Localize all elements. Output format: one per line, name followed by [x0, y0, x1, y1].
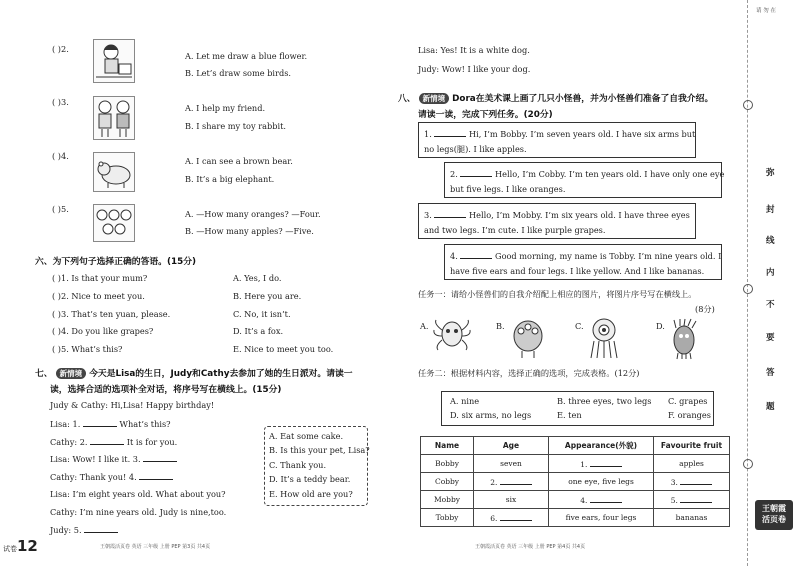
answer-blank[interactable]: [500, 512, 532, 521]
monster-label: D.: [656, 321, 665, 331]
answer-blank[interactable]: [590, 458, 622, 467]
badge-label: 试卷: [3, 545, 17, 553]
table-cell: Cobby: [421, 473, 474, 491]
option: B. Is this your pet, Lisa?: [269, 445, 370, 455]
apples-picture: [93, 204, 135, 242]
margin-char: 线: [766, 236, 775, 246]
intro-line: but five legs. I like oranges.: [450, 184, 566, 194]
monster-label: B.: [496, 321, 505, 331]
options-box: [264, 426, 368, 506]
table-cell: seven: [474, 455, 549, 473]
table-cell: Mobby: [421, 491, 474, 509]
task2-instruction: 任务二：根据材料内容，选择正确的选项，完成表格。(12分): [418, 368, 640, 378]
option-a: A. Let me draw a blue flower.: [185, 51, 308, 61]
margin-char: 题: [766, 402, 775, 412]
intro-line: 3. Hello, I’m Mobby. I’m six years old. I have three eyes: [424, 210, 690, 220]
cut-line: [747, 0, 748, 566]
table-cell[interactable]: 2.: [474, 473, 549, 491]
intro-line: 1. Hi, I’m Bobby. I’m seven years old. I have six arms but: [424, 129, 696, 139]
answer-blank[interactable]: [90, 436, 124, 445]
answer-blank[interactable]: [590, 494, 622, 503]
intro-line: have five ears and four legs. I like yellow. And I like bananas.: [450, 266, 705, 276]
task2-options-box: [441, 391, 714, 426]
item-number: ( )5.: [52, 204, 69, 214]
badge-number: 12: [17, 537, 38, 555]
answer-blank[interactable]: [84, 524, 118, 533]
option: C. grapes: [668, 396, 708, 406]
margin-char: 要: [766, 333, 775, 343]
intro-line: and two legs. I’m cute. I like purple grapes.: [424, 225, 606, 235]
answer-blank[interactable]: [500, 476, 532, 485]
option: E. ten: [557, 410, 582, 420]
section-number: 八、: [398, 94, 416, 104]
option: E. How old are you?: [269, 489, 353, 499]
table-cell[interactable]: 6.: [474, 509, 549, 527]
option: A. nine: [450, 396, 480, 406]
option: D. six arms, no legs: [450, 410, 532, 420]
binding-hole: [743, 284, 753, 294]
boy-drawing-picture: [93, 39, 135, 83]
table-cell: Bobby: [421, 455, 474, 473]
intro-box-1: [418, 122, 696, 158]
intro-line: 2. Hello, I’m Cobby. I’m ten years old. I have only one eye: [450, 169, 725, 179]
table-cell[interactable]: 5.: [654, 491, 730, 509]
answer-blank[interactable]: [434, 128, 466, 137]
option-b: B. I share my toy rabbit.: [185, 121, 287, 131]
option-a: A. —How many oranges? —Four.: [185, 209, 321, 219]
page-badge: [3, 537, 38, 555]
option-b: B. It’s a big elephant.: [185, 174, 275, 184]
monster-d-icon: [668, 318, 700, 360]
table-cell: five ears, four legs: [549, 509, 654, 527]
question: ( )1. Is that your mum?: [52, 273, 148, 283]
dialogue-line: Judy: Wow! I like your dog.: [418, 64, 531, 74]
intro-line: 4. Good morning, my name is Tobby. I’m nine years old. I: [450, 251, 722, 261]
table-cell: bananas: [654, 509, 730, 527]
dialogue-line: Judy: 5.: [50, 524, 118, 535]
option: B. three eyes, two legs: [557, 396, 652, 406]
dialogue-line: Lisa: Yes! It is a white dog.: [418, 45, 530, 55]
table-header: Name: [421, 437, 474, 455]
table-cell[interactable]: 1.: [549, 455, 654, 473]
item-number: ( )2.: [52, 44, 69, 54]
margin-char: 答: [766, 368, 775, 378]
section6-title: 六、为下列句子选择正确的答语。(15分): [35, 257, 197, 267]
option-a: A. I help my friend.: [185, 103, 266, 113]
question: ( )5. What’s this?: [52, 344, 123, 354]
answer-blank[interactable]: [434, 209, 466, 218]
section8-title-line2: 请读一读，完成下列任务。(20分): [418, 110, 553, 120]
margin-char: 不: [766, 300, 775, 310]
table-cell: one eye, five legs: [549, 473, 654, 491]
binding-hole: [743, 459, 753, 469]
monster-c-icon: [586, 316, 622, 360]
bear-picture: [93, 152, 135, 192]
intro-line: no legs(腿). I like apples.: [424, 144, 527, 154]
margin-char: 弥: [766, 168, 775, 178]
option-b: B. —How many apples? —Five.: [185, 226, 314, 236]
section7-title-line2: 读，选择合适的选项补全对话，将序号写在横线上。(15分): [50, 385, 282, 395]
answer-blank[interactable]: [143, 453, 177, 462]
task1-instruction: 任务一：请给小怪兽们的自我介绍配上相应的图片，将图片序号写在横线上。: [418, 289, 697, 299]
intro-box-3: [418, 203, 696, 239]
info-table: [420, 436, 730, 527]
new-context-tag: 新情境: [419, 93, 450, 104]
two-kids-icon: [94, 97, 134, 139]
table-header: Age: [474, 437, 549, 455]
section-number: 七、: [35, 369, 53, 379]
table-header: Appearance(外貌): [549, 437, 654, 455]
table-cell: six: [474, 491, 549, 509]
table-cell[interactable]: 3.: [654, 473, 730, 491]
answer: C. No, it isn’t.: [233, 309, 291, 319]
answer: A. Yes, I do.: [233, 273, 282, 283]
table-row: [421, 473, 730, 491]
answer-blank[interactable]: [139, 471, 173, 480]
table-cell[interactable]: 4.: [549, 491, 654, 509]
answer-blank[interactable]: [83, 418, 117, 427]
answer: D. It’s a fox.: [233, 326, 284, 336]
intro-box-2: [444, 162, 725, 198]
margin-char: 内: [766, 268, 775, 278]
boy-drawing-icon: [94, 40, 134, 82]
task1-score: (8分): [695, 304, 715, 314]
monster-label: A.: [420, 321, 429, 331]
option: F. oranges: [668, 410, 711, 420]
dialogue-line: Lisa: I’m eight years old. What about you?: [50, 489, 226, 499]
section7-title: [35, 366, 353, 379]
option-b: B. Let’s draw some birds.: [185, 68, 292, 78]
question: ( )4. Do you like grapes?: [52, 326, 154, 336]
dialogue-line: Cathy: 2. It is for you.: [50, 437, 178, 447]
monster-a-icon: [432, 318, 472, 360]
item-number: ( )3.: [52, 97, 69, 107]
binding-margin: [742, 0, 800, 566]
answer-blank[interactable]: [680, 476, 712, 485]
table-header-row: [421, 437, 730, 455]
brand-logo: 王朝霞 活页卷: [755, 500, 793, 530]
table-row: [421, 455, 730, 473]
table-cell: Tobby: [421, 509, 474, 527]
margin-top-text: 请 勿 在: [756, 8, 776, 14]
table-cell: apples: [654, 455, 730, 473]
margin-char: 封: [766, 205, 775, 215]
dialogue-line: Judy & Cathy: Hi,Lisa! Happy birthday!: [50, 400, 215, 410]
answer: B. Here you are.: [233, 291, 302, 301]
section8-title: [398, 91, 713, 104]
table-row: [421, 491, 730, 509]
title-text: Dora在美术课上画了几只小怪兽，并为小怪兽们准备了自我介绍。: [452, 94, 714, 104]
monster-b-icon: [508, 316, 548, 360]
binding-hole: [743, 100, 753, 110]
option-a: A. I can see a brown bear.: [185, 156, 293, 166]
apples-icon: [94, 205, 134, 241]
answer-blank[interactable]: [680, 494, 712, 503]
option: C. Thank you.: [269, 460, 327, 470]
bear-icon: [94, 153, 134, 191]
dialogue-line: Cathy: Thank you! 4.: [50, 471, 173, 482]
two-kids-picture: [93, 96, 135, 140]
dialogue-line: Lisa: 1. What’s this?: [50, 419, 171, 429]
answer-blank[interactable]: [460, 168, 492, 177]
table-row: [421, 509, 730, 527]
answer-blank[interactable]: [460, 250, 492, 259]
question: ( )3. That’s ten yuan, please.: [52, 309, 171, 319]
dialogue-line: Cathy: I’m nine years old. Judy is nine,too.: [50, 507, 227, 517]
item-number: ( )4.: [52, 151, 69, 161]
option: A. Eat some cake.: [269, 431, 344, 441]
table-header: Favourite fruit: [654, 437, 730, 455]
option: D. It’s a teddy bear.: [269, 474, 351, 484]
dialogue-line: Lisa: Wow! I like it. 3.: [50, 453, 177, 464]
monster-label: C.: [575, 321, 584, 331]
new-context-tag: 新情境: [56, 368, 87, 379]
intro-box-4: [444, 244, 722, 280]
title-text: 今天是Lisa的生日，Judy和Cathy去参加了她的生日派对。请读一: [89, 369, 353, 379]
answer: E. Nice to meet you too.: [233, 344, 334, 354]
right-footer: 王朝霞活页卷 英语 三年级 上册 PEP 第4页 共4页: [475, 544, 586, 550]
left-footer: 王朝霞活页卷 英语 三年级 上册 PEP 第3页 共4页: [100, 544, 211, 550]
question: ( )2. Nice to meet you.: [52, 291, 145, 301]
